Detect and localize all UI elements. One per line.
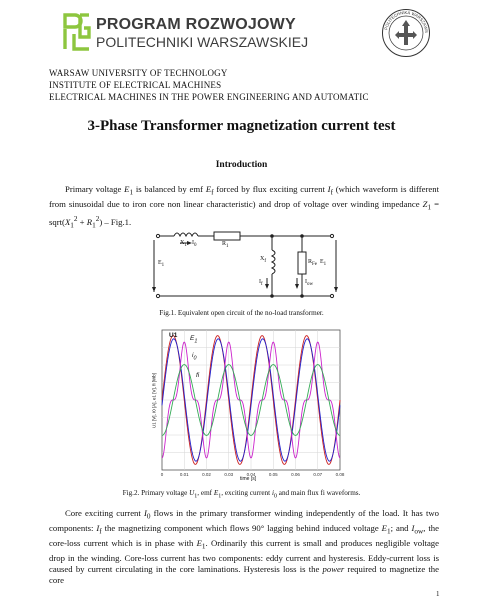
section-heading: Introduction <box>215 160 268 170</box>
x-tick-label: 0.04 <box>246 472 256 477</box>
page-title: 3-Phase Transformer magnetization current test <box>87 118 396 134</box>
paragraph-exciting-current: Core exciting current $I_0$ flows in the primary transformer winding independently of the load. It has two components: $I_f$ the magnetizing component which flows 90° lagging behind induced voltage $E_1$; and $I_{ow}$, the core-loss current which is in phase with $E_1$. Ordinarily this current is small and produces negligible voltage drop in the winding. Core-loss current has two components: eddy current and hysteresis. Eddy-current loss is caused by current circulating in the core laminations. Hysteresis loss is the power required to magnetize the core <box>49 508 440 586</box>
label-xf: $X_f$ <box>260 256 267 265</box>
seal-icon <box>381 8 431 58</box>
header-institute: INSTITUTE OF ELECTRICAL MACHINES <box>49 80 222 90</box>
fig1-caption: Fig.1. Equivalent open circuit of the no-load transformer. <box>159 309 324 317</box>
x-tick-label: 0.08 <box>335 472 345 477</box>
equivalent-circuit-figure <box>150 226 340 304</box>
x-axis-label: time [s] <box>240 476 257 482</box>
label-r1: $R_1$ <box>222 241 229 250</box>
fig2-caption: Fig.2. Primary voltage $U_1$, emf $E_1$, exciting current $i_0$ and main flux fi waveforms. <box>122 489 361 500</box>
legend-u1: U1 <box>169 332 178 339</box>
inductor-x1 <box>174 233 198 236</box>
university-seal <box>381 8 431 58</box>
legend-e1: $E_1$ <box>190 335 198 345</box>
x-tick-label: 0.02 <box>202 472 211 477</box>
y-axis-label: U1 [V], I0 [A], e1 [V], fi [Wb] <box>151 372 157 429</box>
logo-name-line2: POLITECHNIKI WARSZAWSKIEJ <box>96 34 309 50</box>
x-tick-label: 0.06 <box>291 472 300 477</box>
label-x1: $X_1$ <box>180 240 187 249</box>
label-e1-right: $E_1$ <box>320 259 327 268</box>
program-logo <box>62 12 309 54</box>
label-rfe: $R_{Fe}$ <box>308 259 318 268</box>
logo-mark-icon <box>62 12 92 52</box>
header-university: WARSAW UNIVERSITY OF TECHNOLOGY <box>49 68 228 78</box>
label-if: $I_f$ <box>259 279 263 288</box>
label-iow: $I_{ow}$ <box>305 279 314 288</box>
label-i0: $I_0$ <box>192 240 197 249</box>
x-tick-label: 0.05 <box>268 472 278 477</box>
legend-fi: fi <box>196 372 200 379</box>
label-e1-left: $E_1$ <box>158 260 165 269</box>
x-tick-label: 0 <box>160 472 164 477</box>
logo-name-line1: PROGRAM ROZWOJOWY <box>96 16 296 33</box>
x-tick-label: 0.01 <box>179 472 189 477</box>
paragraph-intro: Primary voltage $E_1$ is balanced by emf $E_f$ forced by flux exciting current $I_f$ (which waveform is different from sinusoidal due to iron core non linear characteristic) and drop of voltage over winding impedance $Z_1$ = $sqrt(X_1^2 + R_1^2) - Fig.1$. <box>49 184 439 230</box>
waveform-chart <box>148 326 346 484</box>
seal-text: POLITECHNIKA WARSZAWS <box>383 9 430 33</box>
resistor-r1 <box>214 232 240 240</box>
x-tick-label: 0.07 <box>313 472 323 477</box>
header-course: ELECTRICAL MACHINES IN THE POWER ENGINEERING AND AUTOMATIC <box>49 92 369 102</box>
waveform-figure <box>148 326 346 484</box>
legend-i0: $i_0$ <box>192 352 197 362</box>
x-tick-label: 0.03 <box>224 472 234 477</box>
resistor-rfe <box>298 252 306 274</box>
page-number: 1 <box>436 590 440 598</box>
inductor-xf <box>272 250 275 274</box>
